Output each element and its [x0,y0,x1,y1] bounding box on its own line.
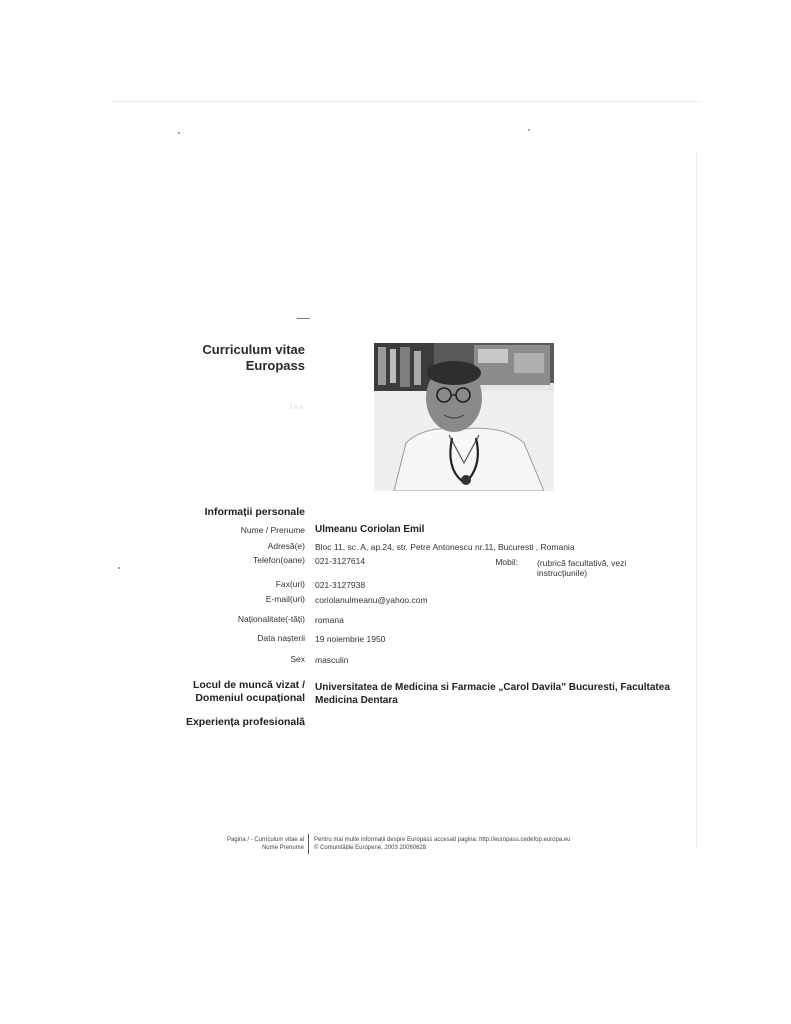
nationality-value: romana [315,615,344,625]
work-field-label-line1: Locul de muncă vizat / [192,679,305,691]
name-value: Ulmeanu Coriolan Emil [315,524,425,535]
footer-page-line1: Pagina / - Curriculum vitae al [226,837,304,843]
footer-page-info [200,836,304,852]
work-field-label-line2: Domeniul ocupațional [195,692,305,704]
address-label: Adresă(e) [267,541,305,551]
work-field-heading [150,679,305,705]
phone-label: Telefon(oane) [253,555,305,565]
footer-europass-info [314,836,570,852]
sex-value: masculin [315,655,349,665]
fax-label: Fax(uri) [275,579,305,589]
sex-label: Sex [290,654,305,664]
footer-info-line1: Pentru mai multe informații despre Europass accesați pagina: http://europass.cedefop.europa.eu [314,837,571,843]
scan-border-line [112,101,702,102]
experience-heading: Experiența profesională [185,716,305,728]
scan-speck [118,567,120,569]
cv-title-line1: Curriculum vitae [202,342,305,357]
work-field-value: Universitatea de Medicina si Farmacie „Carol Davila" Bucuresti, Facultatea Medicina Dentara [315,682,670,706]
email-value[interactable]: coriolanulmeanu@yahoo.com [315,595,428,605]
scan-mark [297,318,310,319]
email-label: E-mail(uri) [265,594,305,604]
footer-info-line2: © Comunitățile Europene, 2003 20060628 [314,845,427,851]
faint-stamp-mark: ⁾ˢˢ [289,402,305,418]
nationality-label: Naționalitate(-tăți) [237,614,305,624]
cv-title-line2: Europass [245,358,305,373]
personal-info-heading: Informații personale [204,506,305,518]
phone-value: 021-3127614 [315,556,366,566]
birth-date-label: Data nașterii [257,633,305,643]
mobile-value: (rubrică facultativă, vezi instrucțiunile) [537,558,627,578]
footer-divider [308,834,309,854]
portrait-photo-icon [374,343,554,491]
scan-edge [696,150,697,850]
address-value: Bloc 11, sc. A, ap.24, str. Petre Antonescu nr.11, Bucuresti , Romania [315,542,575,552]
scan-speck [528,129,530,131]
footer-page-line2: Nume Prenume [261,845,304,851]
cv-title [150,342,305,374]
birth-date-value: 19 noiembrie 1950 [315,634,386,644]
fax-value: 021-3127938 [315,580,366,590]
name-label: Nume / Prenume [240,525,305,535]
scan-speck [178,132,180,134]
mobile-label: Mobil: [495,557,518,567]
